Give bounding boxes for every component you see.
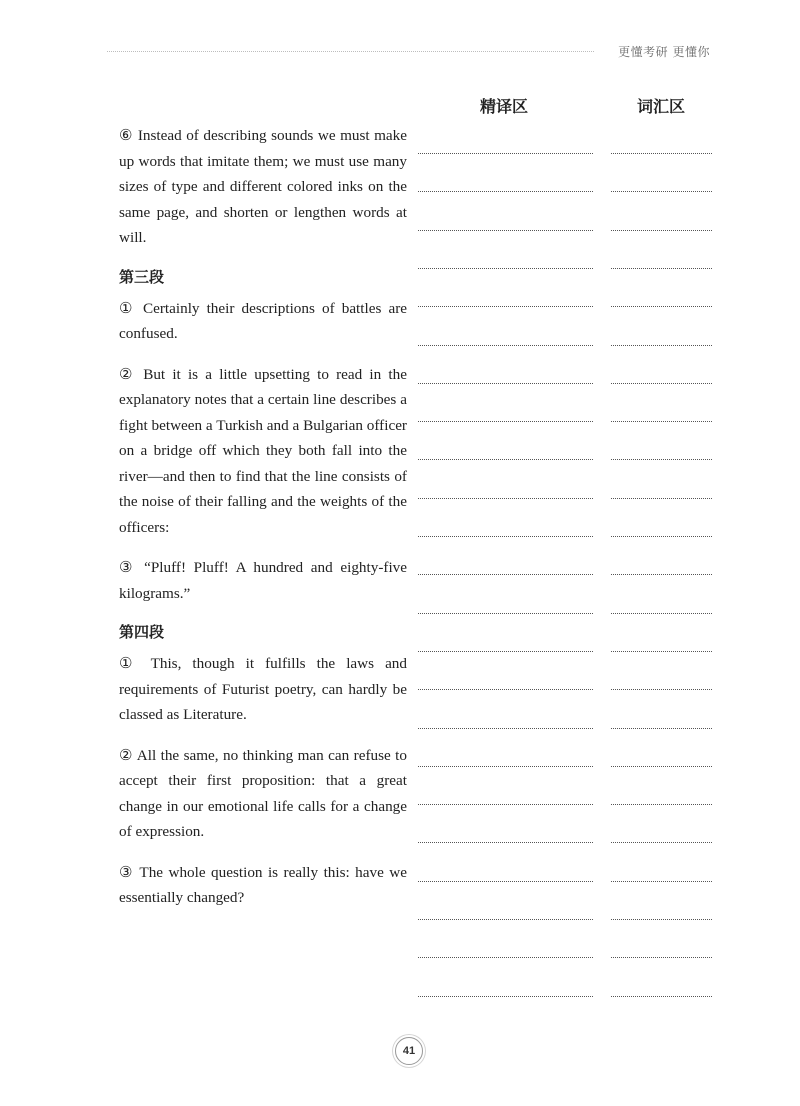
vocabulary-write-line[interactable] — [611, 268, 712, 269]
vocabulary-write-line[interactable] — [611, 459, 712, 460]
vocabulary-write-line[interactable] — [611, 728, 712, 729]
vocabulary-write-line[interactable] — [611, 498, 712, 499]
sentence-paragraph: ③ The whole question is really this: have we essentially changed? — [119, 863, 407, 906]
vocabulary-write-line[interactable] — [611, 881, 712, 882]
sentence-paragraph: ⑥ Instead of describing sounds we must make up words that imitate them; we must use many sizes of type and different colored inks on the same page, and shorten or lengthen words at will. — [119, 127, 407, 246]
vocabulary-write-line[interactable] — [611, 421, 712, 422]
vocabulary-write-line[interactable] — [611, 230, 712, 231]
translation-column-heading: 精译区 — [480, 97, 529, 116]
header-slogan: 更懂考研 更懂你 — [618, 45, 710, 59]
vocabulary-write-line[interactable] — [611, 996, 712, 997]
translation-write-line[interactable] — [418, 191, 593, 192]
vocabulary-write-line[interactable] — [611, 191, 712, 192]
translation-write-line[interactable] — [418, 766, 593, 767]
reading-passage — [119, 123, 407, 926]
translation-write-line[interactable] — [418, 919, 593, 920]
header-divider — [107, 51, 594, 52]
translation-write-line[interactable] — [418, 574, 593, 575]
translation-write-line[interactable] — [418, 536, 593, 537]
translation-write-line[interactable] — [418, 842, 593, 843]
sentence-paragraph: ① Certainly their descriptions of battles are confused. — [119, 299, 407, 342]
vocabulary-write-line[interactable] — [611, 613, 712, 614]
vocabulary-write-line[interactable] — [611, 383, 712, 384]
vocabulary-write-line[interactable] — [611, 689, 712, 690]
vocabulary-write-line[interactable] — [611, 536, 712, 537]
translation-write-line[interactable] — [418, 651, 593, 652]
translation-write-line[interactable] — [418, 459, 593, 460]
vocabulary-write-line[interactable] — [611, 345, 712, 346]
vocabulary-write-line[interactable] — [611, 842, 712, 843]
translation-write-line[interactable] — [418, 153, 593, 154]
sentence-paragraph: ② All the same, no thinking man can refuse to accept their first proposition: that a great change in our emotional life calls for a change of expression. — [119, 746, 407, 840]
translation-write-line[interactable] — [418, 613, 593, 614]
translation-write-line[interactable] — [418, 728, 593, 729]
page-number: 41 — [395, 1037, 423, 1065]
translation-write-line[interactable] — [418, 957, 593, 958]
vocabulary-write-line[interactable] — [611, 306, 712, 307]
vocabulary-write-line[interactable] — [611, 766, 712, 767]
vocabulary-column-heading: 词汇区 — [637, 97, 686, 116]
translation-write-line[interactable] — [418, 996, 593, 997]
translation-write-line[interactable] — [418, 804, 593, 805]
sentence-paragraph: ② But it is a little upsetting to read in the explanatory notes that a certain line describes a fight between a Turkish and a Bulgarian officer on a bridge off which they both fall into the river—and then to find that the line consists of the noise of their falling and the weights of the officers: — [119, 365, 407, 536]
vocabulary-write-line[interactable] — [611, 957, 712, 958]
sentence-paragraph: ① This, though it fulfills the laws and requirements of Futurist poetry, can hardly be classed as Literature. — [119, 655, 407, 723]
translation-write-line[interactable] — [418, 498, 593, 499]
vocabulary-write-line[interactable] — [611, 804, 712, 805]
translation-write-line[interactable] — [418, 268, 593, 269]
translation-write-line[interactable] — [418, 881, 593, 882]
translation-write-line[interactable] — [418, 383, 593, 384]
vocabulary-write-line[interactable] — [611, 574, 712, 575]
translation-write-line[interactable] — [418, 421, 593, 422]
vocabulary-write-line[interactable] — [611, 919, 712, 920]
vocabulary-write-line[interactable] — [611, 153, 712, 154]
section-heading-4: 第四段 — [119, 623, 165, 641]
vocabulary-write-line[interactable] — [611, 651, 712, 652]
sentence-paragraph: ③ “Pluff! Pluff! A hundred and eighty-five kilograms.” — [119, 559, 407, 602]
section-heading-3: 第三段 — [119, 267, 165, 286]
translation-write-line[interactable] — [418, 230, 593, 231]
translation-write-line[interactable] — [418, 689, 593, 690]
translation-write-line[interactable] — [418, 345, 593, 346]
translation-write-line[interactable] — [418, 306, 593, 307]
